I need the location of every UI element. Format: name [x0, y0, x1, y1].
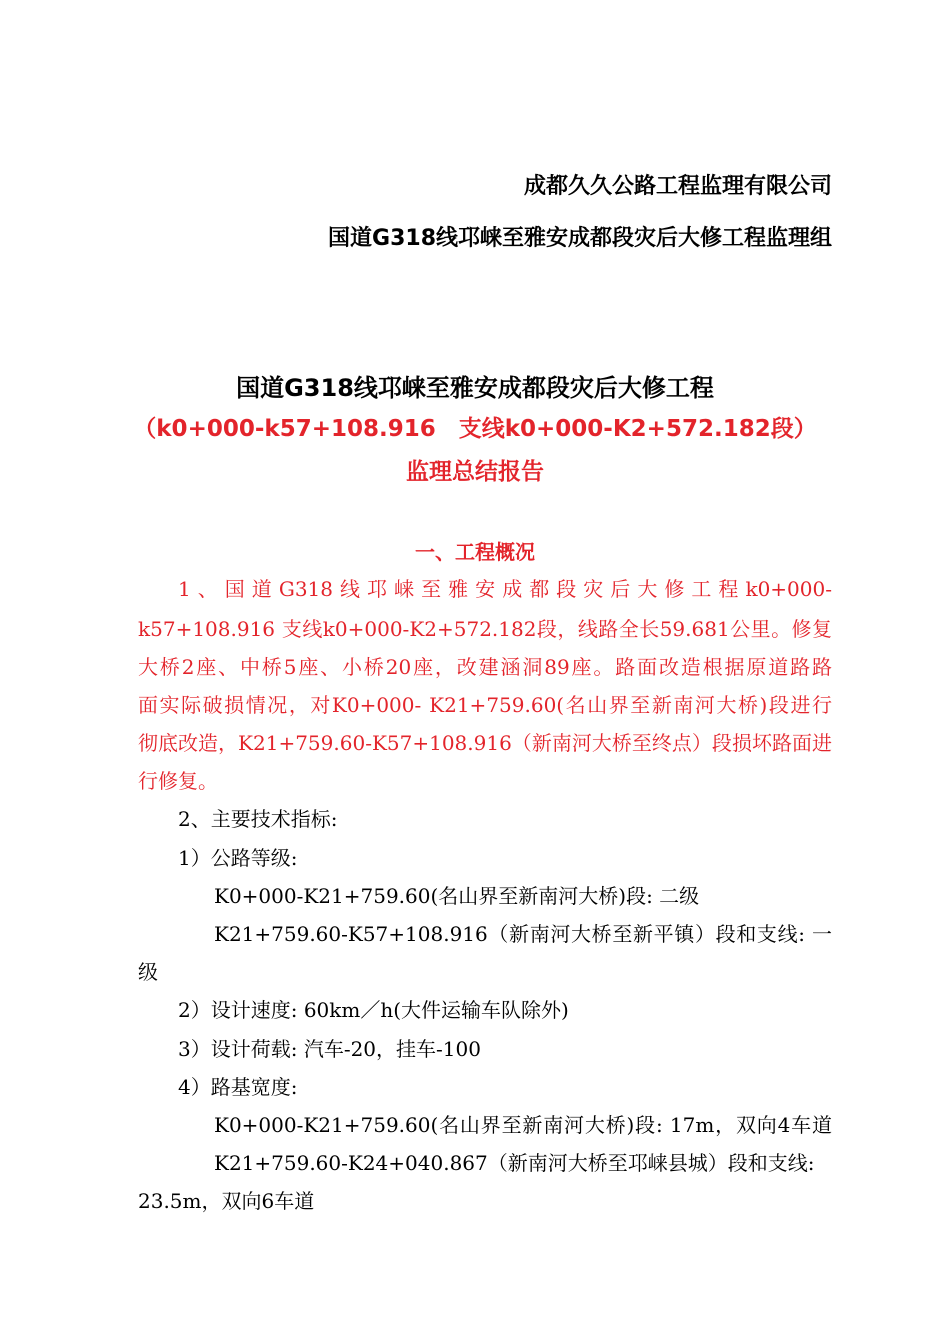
subgrade-width-label: 4）路基宽度: — [178, 1075, 298, 1099]
design-speed: 2）设计速度: 60km／h(大件运输车队除外) — [178, 998, 569, 1022]
overview-paragraph-line-1: 1、国道G318线邛崃至雅安成都段灾后大修工程k0+000- — [178, 577, 832, 601]
design-load: 3）设计荷载: 汽车-20，挂车-100 — [178, 1037, 481, 1061]
road-grade-segment-2: K21+759.60-K57+108.916（新南河大桥至新平镇）段和支线: 一 — [214, 922, 832, 946]
road-grade-segment-1: K0+000-K21+759.60(名山界至新南河大桥)段: 二级 — [214, 884, 700, 908]
report-subtitle-range — [0, 418, 950, 441]
overview-paragraph-line-5: 彻底改造，K21+759.60-K57+108.916（新南河大桥至终点）段损坏路面进 — [138, 731, 832, 755]
road-grade-label: 1）公路等级: — [178, 846, 298, 870]
tech-indicators-heading: 2、主要技术指标: — [178, 807, 338, 831]
overview-paragraph-line-3: 大桥2座、中桥5座、小桥20座，改建涵洞89座。路面改造根据原道路路 — [138, 655, 832, 679]
overview-paragraph-line-2: k57+108.916 支线k0+000-K2+572.182段，线路全长59.681公里。修复 — [138, 617, 832, 641]
report-title: 国道G318线邛崃至雅安成都段灾后大修工程 — [236, 374, 714, 402]
overview-paragraph-line-6: 行修复。 — [138, 769, 218, 793]
subgrade-width-segment-2: K21+759.60-K24+040.867（新南河大桥至邛崃县城）段和支线: — [214, 1151, 815, 1175]
report-subtitle-name: 监理总结报告 — [406, 459, 544, 485]
supervision-group-name: 国道G318线邛崃至雅安成都段灾后大修工程监理组 — [328, 226, 832, 251]
subgrade-width-segment-1: K0+000-K21+759.60(名山界至新南河大桥)段: 17m，双向4车道 — [214, 1113, 832, 1137]
subgrade-width-segment-2-cont: 23.5m，双向6车道 — [138, 1189, 315, 1213]
company-name: 成都久久公路工程监理有限公司 — [523, 174, 832, 199]
report-subtitle-text: （k0+000-k57+108.916 支线k0+000-K2+572.182段） — [133, 416, 817, 442]
overview-paragraph-line-4: 面实际破损情况，对K0+000- K21+759.60(名山界至新南河大桥)段进行 — [138, 693, 832, 717]
section-heading-overview: 一、工程概况 — [415, 540, 535, 564]
road-grade-segment-2-cont: 级 — [138, 960, 158, 984]
